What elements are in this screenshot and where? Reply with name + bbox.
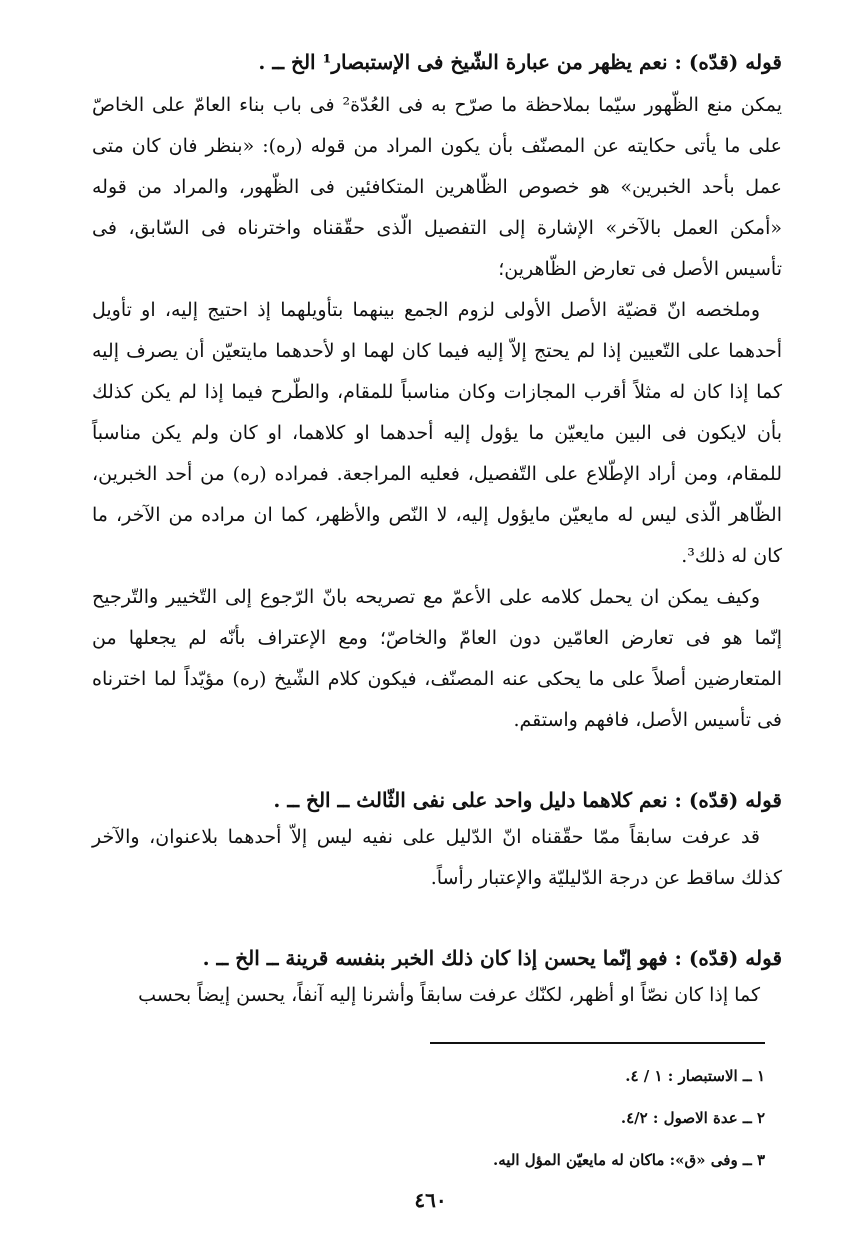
paragraph-2: وملخصه انّ قضيّة الأصل الأولى لزوم الجمع بينهما بتأويلهما إذ احتيج إليه، او تأويل أحدهما على التّعيين إذا لم يحتج إلاّ إليه فيما كان لهما او لأحدهما مايتعيّن أن يصرف إليه كما إذا كان له مثلاً أقرب المجازات وكان مناسباً للمقام، والطّرح فيما إذا لم يكن كذلك بأن لايكون فى البين مايعيّن ما يؤول إليه أحدهما او كلاهما، او كان ولم يكن مناسباً للمقام، ومن أراد الإطّلاع على التّفصيل، فعليه المراجعة. فمراده (ره) من أحد الخبرين، الظّاهر الّذى ليس له مايعيّن مايؤول إليه، لا النّص والأظهر، كما ان مراده من الآخر، ما كان له ذلك³. [92, 299, 782, 567]
footnote-divider [430, 1042, 765, 1044]
paragraph-5: كما إذا كان نصّاً او أظهر، لكنّك عرفت سابقاً وأشرنا إليه آنفاً، يحسن إيضاً بحسب [138, 984, 760, 1006]
footnotes [265, 1066, 765, 1192]
paragraph-1: يمكن منع الظّهور سيّما بملاحظة ما صرّح به فى العُدّة² فى باب بناء العامّ على الخاصّ على ما يأتى حكايته عن المصنّف بأن يكون المراد من قوله (ره): «بنظر فان كان متى عمل بأحد الخبرين» هو خصوص الظّاهرين المتكافئين فى الظّهور، والمراد من قوله «أمكن العمل بالآخر» الإشارة إلى التفصيل الّذى حقّقناه واخترناه فى السّابق، فى تأسيس الأصل فى تعارض الظّاهرين؛ [92, 94, 782, 280]
paragraph-3: وكيف يمكن ان يحمل كلامه على الأعمّ مع تصريحه بانّ الرّجوع إلى التّخيير والتّرجيح إنّما هو فى تعارض العامّين دون العامّ والخاصّ؛ ومع الإعتراف بأنّه لم يجعلها من المتعارضين أصلاً على ما يحكى عنه المصنّف، فيكون كلام الشّيخ (ره) مؤيّداً لما اخترناه فى تأسيس الأصل، فافهم واستقم. [92, 586, 782, 731]
section-heading-3: قوله (قدّه) : فهو إنّما يحسن إذا كان ذلك الخبر بنفسه قرينة ــ الخ ــ . [202, 946, 782, 970]
page-number: ٤٦٠ [414, 1188, 447, 1212]
footnote-1: ١ ــ الاستبصار : ١ / ٤. [625, 1067, 765, 1085]
footnote-3: ٣ ــ وفى «ق»: ماكان له مايعيّن المؤل اليه. [493, 1151, 765, 1169]
footnote-2: ٢ ــ عدة الاصول : ٤/٢. [620, 1109, 765, 1127]
section-heading-2: قوله (قدّه) : نعم كلاهما دليل واحد على نفى الثّالث ــ الخ ــ . [273, 788, 782, 812]
page-body [92, 45, 782, 1016]
section-heading-1: قوله (قدّه) : نعم يظهر من عبارة الشّيخ فى الإستبصار¹ الخ ــ . [258, 50, 782, 74]
paragraph-4: قد عرفت سابقاً ممّا حقّقناه انّ الدّليل على نفيه ليس إلاّ أحدهما بلاعنوان، والآخر كذلك ساقط عن درجة الدّليليّة والإعتبار رأساً. [92, 826, 782, 889]
